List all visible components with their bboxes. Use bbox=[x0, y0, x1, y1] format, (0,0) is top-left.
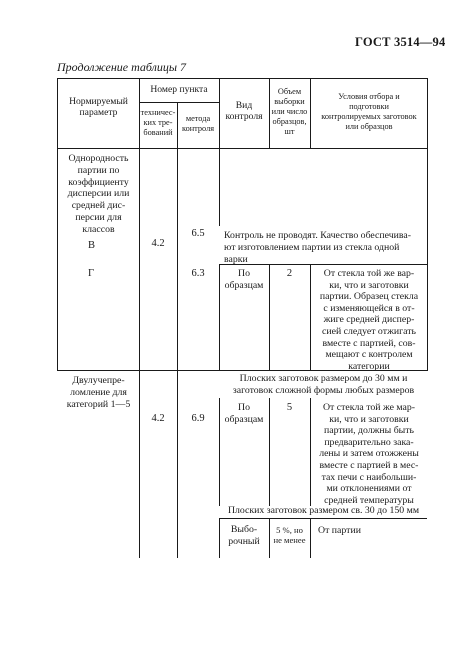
column-header-item-number: Номер пункта bbox=[150, 84, 208, 95]
row2-tech-req: 4.2 bbox=[151, 413, 165, 424]
column-header-parameter: Нормируемый параметр bbox=[69, 96, 128, 118]
row1-class-b: В bbox=[88, 240, 96, 251]
row1-parameter: Однородность партии по коэффициенту дисперсии или средней дис- персии для классов bbox=[67, 153, 130, 235]
column-header-control-type: Вид контроля bbox=[225, 100, 263, 122]
table-continuation-caption: Продолжение таблицы 7 bbox=[57, 60, 187, 74]
column-header-tech-requirements: техничес- ких тре- бований bbox=[140, 108, 176, 137]
row1-note-b: Контроль не проводят. Качество обеспечива- ют изготовлением партии из стекла одной варки bbox=[224, 230, 411, 265]
row2-conditions: От стекла той же мар- ки, что и заготовки партии, должны быть предварительно зака- лены и затем отожжены вместе с партией в мес- тах печи с наибольши- ми отклонениями от средней температуры bbox=[319, 402, 419, 506]
row2-heading-small: Плоских заготовок размером до 30 мм и заготовок сложной формы любых размеров bbox=[232, 373, 415, 396]
row2-control-type-2: Выбо- рочный bbox=[228, 524, 260, 547]
row2-sample-size-2: 5 %, но не менее bbox=[273, 525, 306, 545]
row2-parameter: Двулучепре- ломление для категорий 1—5 bbox=[66, 375, 131, 410]
standard-code: ГОСТ 3514—94 bbox=[355, 35, 446, 49]
row1-control-type: По образцам bbox=[224, 268, 264, 291]
column-header-conditions: Условия отбора и подготовки контролируемых заготовок или образцов bbox=[321, 92, 417, 131]
row1-tech-req: 4.2 bbox=[151, 238, 165, 249]
row2-sample-size: 5 bbox=[286, 402, 293, 413]
row1-method-g: 6.3 bbox=[191, 268, 205, 279]
row2-control-type: По образцам bbox=[224, 402, 264, 425]
row2-heading-large: Плоских заготовок размером св. 30 до 150 мм bbox=[227, 505, 420, 516]
row1-class-g: Г bbox=[88, 268, 95, 279]
row1-sample-size: 2 bbox=[286, 268, 293, 279]
row2-method: 6.9 bbox=[191, 413, 205, 424]
row1-conditions: От стекла той же вар- ки, что и заготовки партии. Образец стекла с изменяющейся в от- жиге средней диспер- сией следует отжигать вместе с партией, сов- мещают с контролем категории bbox=[319, 268, 419, 372]
row1-method-b: 6.5 bbox=[191, 228, 205, 239]
row2-conditions-2: От партии bbox=[318, 525, 361, 536]
column-header-sample-size: Объем выборки или число образцов, шт bbox=[271, 87, 308, 136]
column-header-control-method: метода контроля bbox=[181, 114, 215, 133]
